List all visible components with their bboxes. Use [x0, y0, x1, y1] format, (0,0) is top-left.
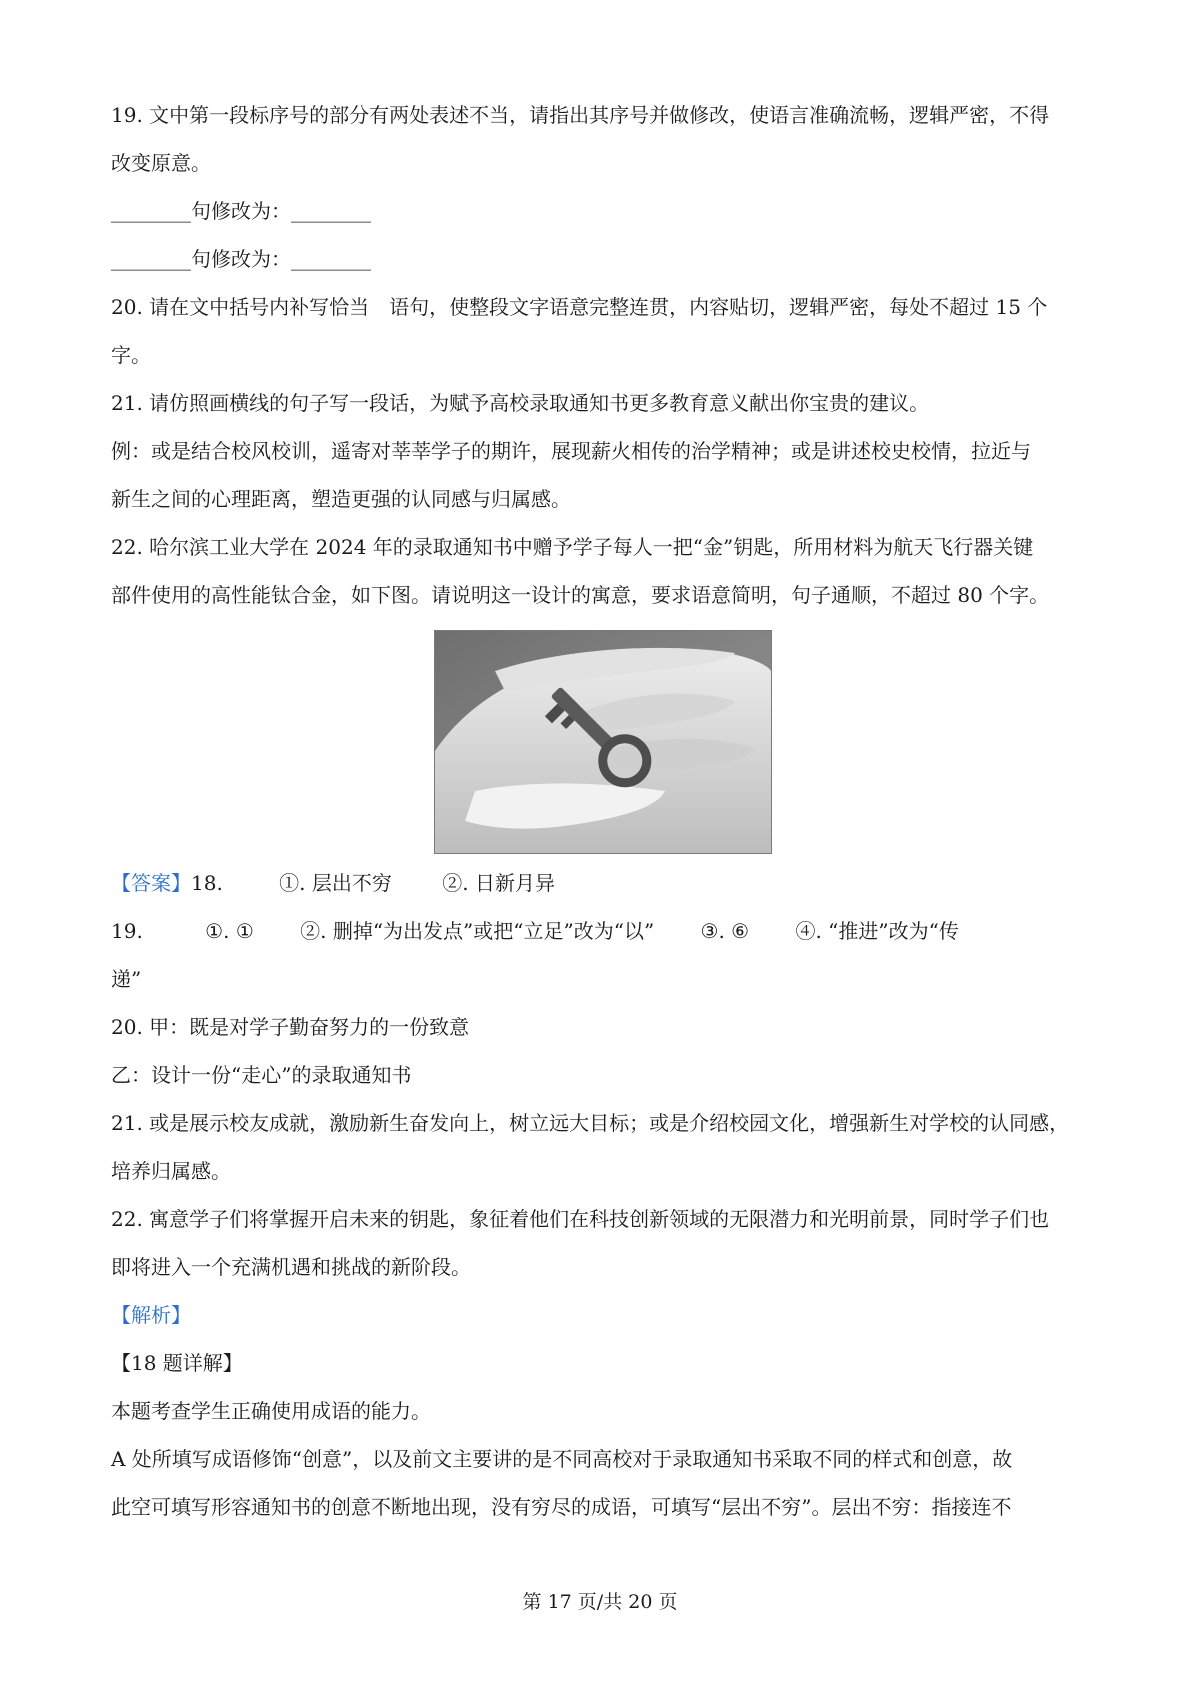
- analysis-label: 【解析】: [111, 1303, 191, 1327]
- answer-19-option-1: ①. ①: [205, 919, 254, 943]
- page-footer: 第 17 页/共 20 页: [522, 1591, 678, 1613]
- answer-20-yi: 乙：设计一份“走心”的录取通知书: [111, 1063, 412, 1087]
- answer-19-continued: 递”: [111, 967, 142, 991]
- q19-line-2: 改变原意。: [111, 151, 211, 175]
- analysis-paragraph-2-line-1: A 处所填写成语修饰“创意”，以及前文主要讲的是不同高校对于录取通知书采取不同的样式和创意，故: [111, 1447, 1013, 1471]
- q20-line-2: 字。: [111, 343, 151, 367]
- analysis-paragraph-1: 本题考查学生正确使用成语的能力。: [111, 1399, 431, 1423]
- key-in-hand-photo: [434, 630, 772, 854]
- q21-line-1: 21. 请仿照画横线的句子写一段话，为赋予高校录取通知书更多教育意义献出你宝贵的建议。: [111, 391, 930, 415]
- answer-18-number: 18.: [191, 871, 223, 895]
- answer-label: 【答案】: [111, 871, 191, 895]
- q18-detail-heading: 【18 题详解】: [111, 1351, 243, 1375]
- q21-example-line-1: 例：或是结合校风校训，遥寄对莘莘学子的期许，展现薪火相传的治学精神；或是讲述校史校情，拉近与: [111, 439, 1031, 463]
- answer-line-19: [111, 916, 1111, 946]
- q19-answer-blank-1: ________句修改为：________: [111, 199, 371, 223]
- answer-18-option-1: ①. 层出不穷: [279, 871, 392, 895]
- q20-line-1: 20. 请在文中括号内补写恰当 语句，使整段文字语意完整连贯，内容贴切，逻辑严密，每处不超过 15 个: [111, 295, 1048, 319]
- answer-19-option-2: ②. 删掉“为出发点”或把“立足”改为“以”: [300, 919, 655, 943]
- q19-answer-blank-2: ________句修改为：________: [111, 247, 371, 271]
- q19-line-1: 19. 文中第一段标序号的部分有两处表述不当，请指出其序号并做修改，使语言准确流畅，逻辑严密，不得: [111, 103, 1050, 127]
- q22-line-1: 22. 哈尔滨工业大学在 2024 年的录取通知书中赠予学子每人一把“金”钥匙，所用材料为航天飞行器关键: [111, 535, 1034, 559]
- answer-18-option-2: ②. 日新月异: [442, 871, 555, 895]
- answer-19-number: 19.: [111, 919, 143, 943]
- answer-21-line-2: 培养归属感。: [111, 1159, 231, 1183]
- answer-22-line-2: 即将进入一个充满机遇和挑战的新阶段。: [111, 1255, 471, 1279]
- analysis-paragraph-2-line-2: 此空可填写形容通知书的创意不断地出现，没有穷尽的成语，可填写“层出不穷”。层出不穷：指接连不: [111, 1495, 1012, 1519]
- answer-20-jia: 20. 甲：既是对学子勤奋努力的一份致意: [111, 1015, 470, 1039]
- answer-19-option-4: ④. “推进”改为“传: [795, 919, 959, 943]
- q22-line-2: 部件使用的高性能钛合金，如下图。请说明这一设计的寓意，要求语意简明，句子通顺，不超过 80 个字。: [111, 583, 1050, 607]
- answer-21-line-1: 21. 或是展示校友成就，激励新生奋发向上，树立远大目标；或是介绍校园文化，增强新生对学校的认同感，: [111, 1111, 1070, 1135]
- answer-19-option-3: ③. ⑥: [700, 919, 750, 943]
- answer-22-line-1: 22. 寓意学子们将掌握开启未来的钥匙，象征着他们在科技创新领域的无限潜力和光明前景，同时学子们也: [111, 1207, 1050, 1231]
- answer-line-18: [111, 868, 1111, 898]
- q21-example-line-2: 新生之间的心理距离，塑造更强的认同感与归属感。: [111, 487, 571, 511]
